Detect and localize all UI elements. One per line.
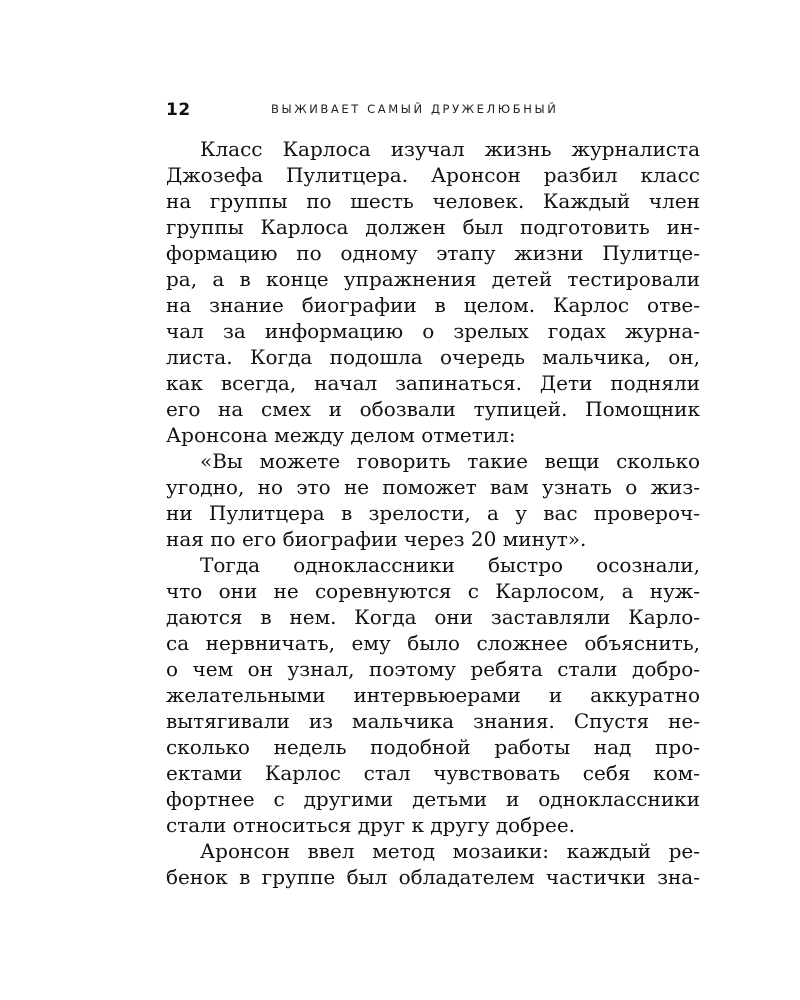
body-text	[166, 136, 700, 890]
text-line: са нервничать, ему было сложнее объяснить,	[166, 631, 700, 655]
text-line: даются в нем. Когда они заставляли Карло-	[166, 605, 700, 629]
text-line: сколько недель подобной работы над про-	[166, 735, 700, 759]
text-line: на знание биографии в целом. Карлос отве-	[166, 293, 700, 317]
text-line: «Вы можете говорить такие вещи сколько	[200, 449, 700, 473]
text-line: что они не соревнуются с Карлосом, а нуж-	[166, 579, 700, 603]
text-line: Аронсон ввел метод мозаики: каждый ре-	[200, 839, 700, 863]
text-line: Тогда одноклассники быстро осознали,	[200, 553, 700, 577]
text-line: фортнее с другими детьми и одноклассники	[166, 787, 700, 811]
text-line: желательными интервьюерами и аккуратно	[166, 683, 700, 707]
text-line: ектами Карлос стал чувствовать себя ком-	[166, 761, 700, 785]
text-line: угодно, но это не поможет вам узнать о жиз-	[166, 475, 700, 499]
text-line: о чем он узнал, поэтому ребята стали добро-	[166, 657, 700, 681]
text-line: бенок в группе был обладателем частички зна-	[166, 865, 700, 889]
text-line: группы Карлоса должен был подготовить ин-	[166, 215, 700, 239]
text-line: вытягивали из мальчика знания. Спустя не-	[166, 709, 700, 733]
text-line: ра, а в конце упражнения детей тестировали	[166, 267, 700, 291]
page-number: 12	[166, 100, 191, 120]
text-line: Аронсона между делом отметил:	[166, 423, 516, 447]
text-line: как всегда, начал запинаться. Дети подняли	[166, 371, 700, 395]
text-line: ни Пулитцера в зрелости, а у вас провероч-	[166, 501, 700, 525]
text-line: Класс Карлоса изучал жизнь журналиста	[200, 137, 700, 161]
text-line: на группы по шесть человек. Каждый член	[166, 189, 700, 213]
text-line: ная по его биографии через 20 минут».	[166, 527, 587, 551]
running-title: ВЫЖИВАЕТ САМЫЙ ДРУЖЕЛЮБНЫЙ	[271, 102, 559, 116]
text-line: стали относиться друг к другу добрее.	[166, 813, 576, 837]
text-line: формацию по одному этапу жизни Пулитце-	[166, 241, 700, 265]
text-line: его на смех и обозвали тупицей. Помощник	[166, 397, 700, 421]
text-line: Джозефа Пулитцера. Аронсон разбил класс	[166, 163, 700, 187]
text-line: чал за информацию о зрелых годах журна-	[166, 319, 700, 343]
text-line: листа. Когда подошла очередь мальчика, он,	[166, 345, 700, 369]
